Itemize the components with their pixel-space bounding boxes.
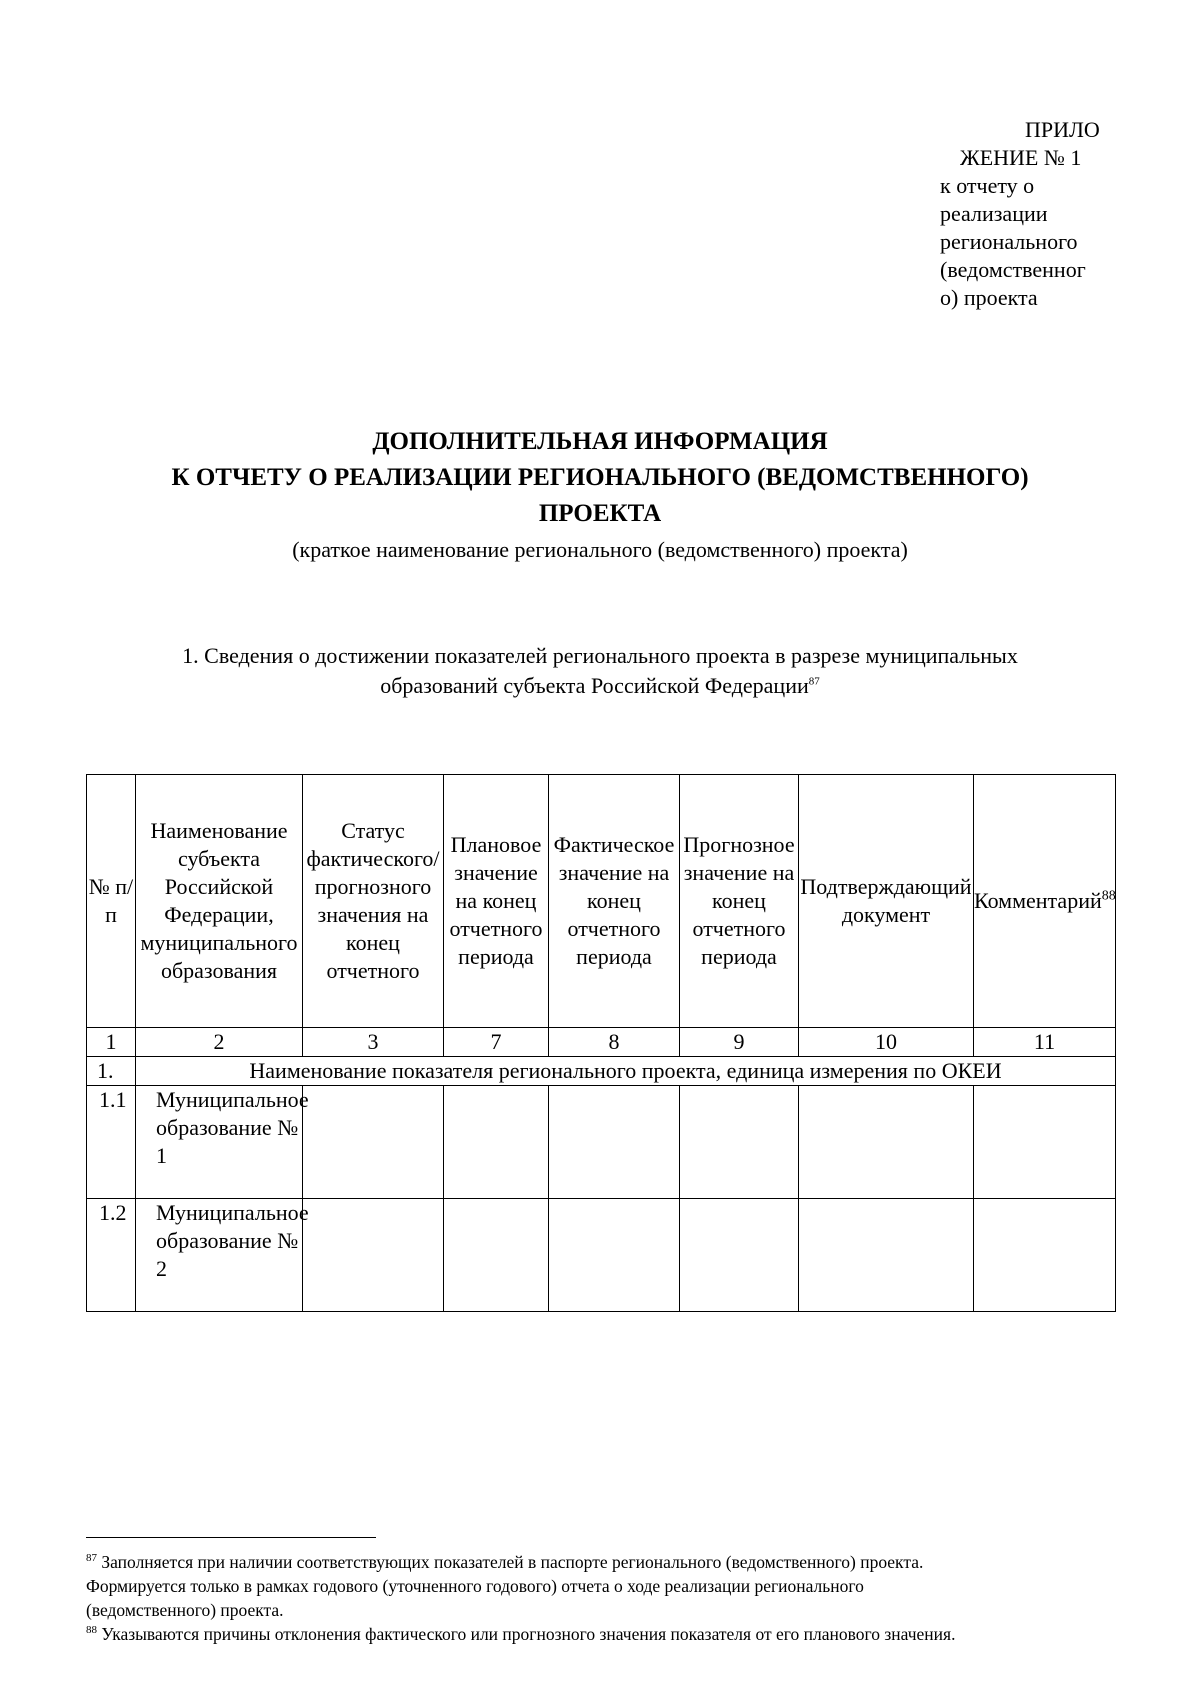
footnote-mark: 87 [86,1552,97,1565]
section-heading-line: 1. Сведения о достижении показателей регионального проекта в разрезе муниципальных [182,643,1018,668]
footnote-ref: 88 [1101,888,1116,904]
table-cell [799,1199,974,1312]
appendix-line: ЖЕНИЕ № 1 [960,145,1082,170]
appendix-line: регионального [940,229,1078,254]
table-cell [974,1199,1116,1312]
footnote-separator [86,1537,376,1538]
title-line: ДОПОЛНИТЕЛЬНАЯ ИНФОРМАЦИЯ [372,428,828,455]
table-cell [444,1086,549,1199]
column-number-row [87,1028,1116,1057]
footnote-text: Заполняется при наличии соответствующих показателей в паспорте регионального (ведомственного) проекта. [97,1552,924,1572]
column-number: 7 [444,1028,549,1057]
column-number: 9 [680,1028,799,1057]
header-cell: № п/п [87,775,136,1028]
table-cell [303,1086,444,1199]
table-cell [799,1086,974,1199]
header-cell: Прогнозное значение на конец отчетного периода [680,775,799,1028]
header-cell: Плановое значение на конец отчетного периода [444,775,549,1028]
header-cell: Наименование субъекта Российской Федерации, муниципального образования [136,775,303,1028]
document-subtitle: (краткое наименование регионального (ведомственного) проекта) [292,537,908,562]
section-heading-text: образований субъекта Российской Федерации [380,673,809,698]
column-number: 8 [549,1028,680,1057]
footnote-88 [86,1622,1126,1646]
footnote-text: Указываются причины отклонения фактического или прогнозного значения показателя от его планового значения. [97,1624,956,1644]
section-number: 1. [87,1057,136,1086]
table-row [87,1199,1116,1312]
footnote-87 [86,1550,1126,1574]
table-cell [680,1199,799,1312]
table-cell [680,1086,799,1199]
indicator-section-row [87,1057,1116,1086]
row-name: Муниципальное образование № 2 [136,1199,303,1312]
table-cell [549,1199,680,1312]
appendix-line: ПРИЛО [1025,117,1100,142]
footnote-mark: 88 [86,1624,97,1637]
appendix-line: реализации [940,201,1048,226]
table-header-row [87,775,1116,1028]
column-number: 10 [799,1028,974,1057]
row-number: 1.1 [87,1086,136,1199]
appendix-line: (ведомственног [940,257,1086,282]
header-cell [974,775,1116,1028]
header-cell: Статус фактического/ прогнозного значения на конец отчетного [303,775,444,1028]
column-number: 3 [303,1028,444,1057]
title-line: ПРОЕКТА [538,500,662,527]
section-indicator-name: Наименование показателя регионального проекта, единица измерения по ОКЕИ [136,1057,1116,1086]
footnote-text: (ведомственного) проекта. [86,1600,284,1620]
column-number: 1 [87,1028,136,1057]
appendix-label [940,116,1140,312]
table-cell [303,1199,444,1312]
footnotes [86,1550,1126,1646]
section-heading [0,641,1200,701]
row-name: Муниципальное образование № 1 [136,1086,303,1199]
footnote-ref: 87 [808,675,820,688]
indicators-table [86,774,1116,1312]
table-row [87,1086,1116,1199]
table-cell [549,1086,680,1199]
row-number: 1.2 [87,1199,136,1312]
table-cell [974,1086,1116,1199]
header-cell-text: Комментарий [974,888,1102,913]
column-number: 2 [136,1028,303,1057]
appendix-line: к отчету о [940,173,1035,198]
document-title [0,424,1200,532]
section-heading-line [0,671,1200,701]
footnote-text: Формируется только в рамках годового (уточненного годового) отчета о ходе реализации регионального [86,1576,864,1596]
header-cell: Подтверждающий документ [799,775,974,1028]
appendix-line: о) проекта [940,285,1038,310]
table-cell [444,1199,549,1312]
header-cell: Фактическое значение на конец отчетного периода [549,775,680,1028]
title-line: К ОТЧЕТУ О РЕАЛИЗАЦИИ РЕГИОНАЛЬНОГО (ВЕДОМСТВЕННОГО) [171,464,1029,491]
column-number: 11 [974,1028,1116,1057]
